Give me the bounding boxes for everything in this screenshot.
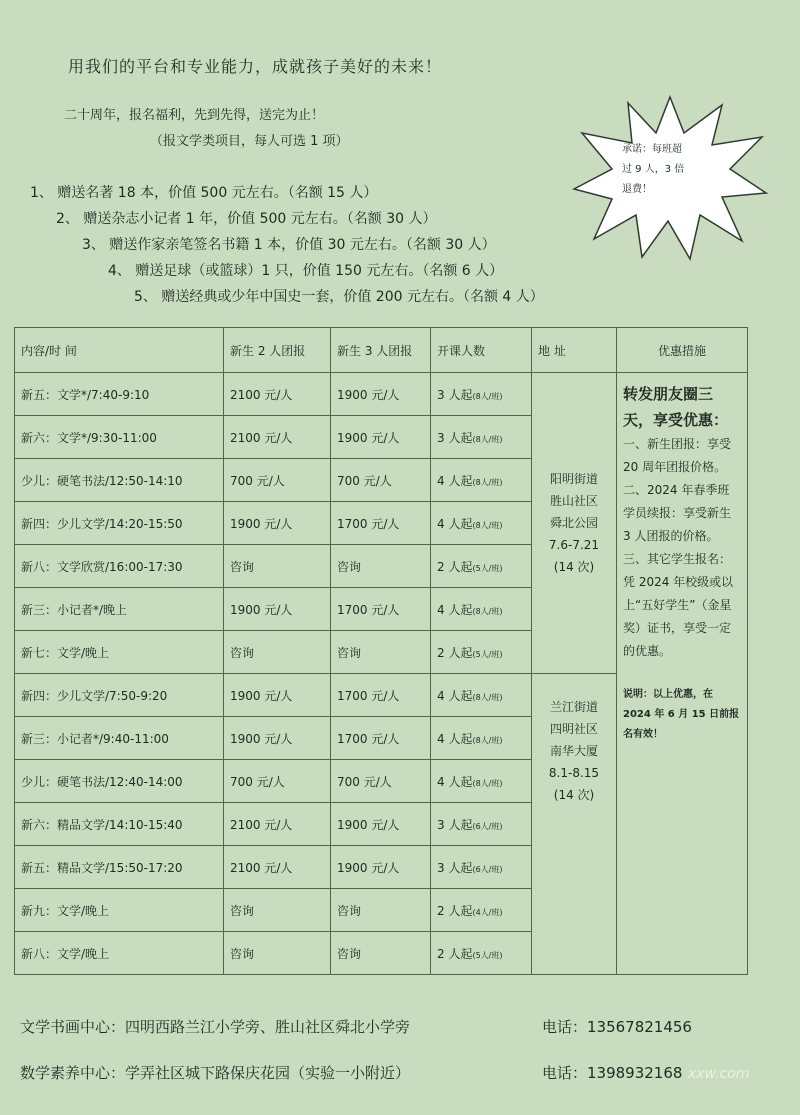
min-students: 3 人起: [437, 817, 473, 832]
literature-center-phone: 电话：13567821456: [542, 1018, 692, 1036]
header-discount: 优惠措施: [617, 328, 748, 373]
max-students: (5人/班): [472, 649, 503, 659]
address-sessions: (14 次): [553, 560, 595, 574]
literature-center-address: 文学书画中心：四明西路兰江小学旁、胜山社区舜北小学旁: [20, 1018, 411, 1036]
refund-promise-line-2: 过 9 人，3 倍: [622, 164, 685, 175]
price-3-cell: 1900 元/人: [331, 373, 431, 416]
header-price-3: 新生 3 人团报: [331, 328, 431, 373]
course-cell: 新八：文学欣赏/16:00-17:30: [15, 545, 224, 588]
min-students: 4 人起: [437, 473, 473, 488]
address-line: 舜北公园: [549, 516, 598, 530]
footer-math-center: [20, 1062, 683, 1083]
course-cell: 新五：精品文学/15:50-17:20: [15, 846, 224, 889]
price-2-cell: 咨询: [224, 889, 331, 932]
price-3-cell: 1700 元/人: [331, 717, 431, 760]
min-students: 2 人起: [437, 903, 473, 918]
address-line: 兰江街道: [549, 700, 598, 714]
min-students: 3 人起: [437, 860, 473, 875]
price-2-cell: 2100 元/人: [224, 846, 331, 889]
header-class-size: 开课人数: [431, 328, 532, 373]
max-students: (5人/班): [472, 950, 503, 960]
table-header-row: [15, 328, 748, 373]
class-size-cell: [431, 588, 532, 631]
price-3-cell: 1700 元/人: [331, 674, 431, 717]
table-row: [15, 373, 748, 416]
max-students: (4人/班): [472, 907, 503, 917]
refund-promise: [622, 140, 726, 200]
price-2-cell: 1900 元/人: [224, 588, 331, 631]
min-students: 4 人起: [437, 731, 473, 746]
price-2-cell: 1900 元/人: [224, 717, 331, 760]
gift-item-4: 4、 赠送足球（或篮球）1 只，价值 150 元左右。（名额 6 人）: [108, 263, 504, 279]
price-2-cell: 2100 元/人: [224, 416, 331, 459]
max-students: (8人/班): [472, 692, 503, 702]
max-students: (8人/班): [472, 735, 503, 745]
class-size-cell: [431, 889, 532, 932]
address-line: 胜山社区: [549, 494, 598, 508]
price-3-cell: 700 元/人: [331, 760, 431, 803]
address-cell-1: [532, 373, 617, 674]
course-cell: 新六：文学*/9:30-11:00: [15, 416, 224, 459]
max-students: (8人/班): [472, 606, 503, 616]
price-3-cell: 1900 元/人: [331, 416, 431, 459]
address-cell-2: [532, 674, 617, 975]
course-cell: 新六：精品文学/14:10-15:40: [15, 803, 224, 846]
gift-item-1: 1、 赠送名著 18 本，价值 500 元左右。（名额 15 人）: [30, 185, 378, 201]
price-3-cell: 700 元/人: [331, 459, 431, 502]
max-students: (6人/班): [472, 821, 503, 831]
gift-item-2: 2、 赠送杂志小记者 1 年，价值 500 元左右。（名额 30 人）: [56, 211, 437, 227]
price-2-cell: 700 元/人: [224, 760, 331, 803]
max-students: (8人/班): [472, 391, 503, 401]
class-size-cell: [431, 459, 532, 502]
schedule-table: [14, 327, 748, 975]
address-line: 南华大厦: [549, 744, 598, 758]
price-2-cell: 咨询: [224, 932, 331, 975]
max-students: (5人/班): [472, 563, 503, 573]
max-students: (8人/班): [472, 434, 503, 444]
max-students: (8人/班): [472, 520, 503, 530]
price-3-cell: 咨询: [331, 889, 431, 932]
price-3-cell: 1700 元/人: [331, 588, 431, 631]
min-students: 4 人起: [437, 774, 473, 789]
class-size-cell: [431, 932, 532, 975]
min-students: 4 人起: [437, 688, 473, 703]
price-2-cell: 2100 元/人: [224, 803, 331, 846]
slogan: 用我们的平台和专业能力，成就孩子美好的未来！: [68, 57, 443, 76]
discount-note: 说明：以上优惠，在 2024 年 6 月 15 日前报名有效！: [623, 689, 740, 740]
price-3-cell: 1700 元/人: [331, 502, 431, 545]
course-cell: 新四：少儿文学/7:50-9:20: [15, 674, 224, 717]
course-cell: 新五：文学*/7:40-9:10: [15, 373, 224, 416]
price-3-cell: 咨询: [331, 932, 431, 975]
header-content-time: 内容/时 间: [15, 328, 224, 373]
course-cell: 新四：少儿文学/14:20-15:50: [15, 502, 224, 545]
min-students: 3 人起: [437, 430, 473, 445]
header-price-2: 新生 2 人团报: [224, 328, 331, 373]
gift-item-3: 3、 赠送作家亲笔签名书籍 1 本，价值 30 元左右。（名额 30 人）: [82, 237, 496, 253]
max-students: (8人/班): [472, 778, 503, 788]
course-cell: 新七：文学/晚上: [15, 631, 224, 674]
price-3-cell: 咨询: [331, 545, 431, 588]
class-size-cell: [431, 502, 532, 545]
max-students: (6人/班): [472, 864, 503, 874]
address-dates: 8.1-8.15: [548, 766, 600, 780]
course-cell: 新三：小记者*/晚上: [15, 588, 224, 631]
refund-promise-line-3: 退费！: [622, 184, 652, 195]
discount-item-3: 三、其它学生报名：凭 2024 年校级或以上“五好学生”（金星奖）证书，享受一定的优惠。: [623, 552, 734, 658]
class-size-cell: [431, 846, 532, 889]
header-address: 地 址: [532, 328, 617, 373]
class-size-cell: [431, 803, 532, 846]
course-cell: 少儿：硬笔书法/12:50-14:10: [15, 459, 224, 502]
discount-cell: [617, 373, 748, 975]
course-cell: 新八：文学/晚上: [15, 932, 224, 975]
address-line: 四明社区: [549, 722, 598, 736]
class-size-cell: [431, 717, 532, 760]
price-3-cell: 咨询: [331, 631, 431, 674]
price-2-cell: 1900 元/人: [224, 502, 331, 545]
min-students: 4 人起: [437, 516, 473, 531]
price-3-cell: 1900 元/人: [331, 846, 431, 889]
class-size-cell: [431, 674, 532, 717]
class-size-cell: [431, 416, 532, 459]
class-size-cell: [431, 545, 532, 588]
min-students: 2 人起: [437, 559, 473, 574]
min-students: 3 人起: [437, 387, 473, 402]
price-2-cell: 2100 元/人: [224, 373, 331, 416]
min-students: 2 人起: [437, 946, 473, 961]
min-students: 4 人起: [437, 602, 473, 617]
price-3-cell: 1900 元/人: [331, 803, 431, 846]
footer-literature-center: [20, 1016, 692, 1037]
price-2-cell: 咨询: [224, 545, 331, 588]
discount-item-1: 一、新生团报：享受 20 周年团报价格。: [623, 437, 732, 474]
max-students: (8人/班): [472, 477, 503, 487]
gift-item-5: 5、 赠送经典或少年中国史一套，价值 200 元左右。（名额 4 人）: [134, 289, 544, 305]
math-center-phone: 电话：1398932168: [542, 1064, 683, 1082]
math-center-address: 数学素养中心：学弄社区城下路保庆花园（实验一小附近）: [20, 1064, 411, 1082]
price-2-cell: 咨询: [224, 631, 331, 674]
course-cell: 新九：文学/晚上: [15, 889, 224, 932]
price-2-cell: 1900 元/人: [224, 674, 331, 717]
watermark: xxw.com: [688, 1066, 750, 1082]
promo-headline: 二十周年，报名福利，先到先得，送完为止！: [64, 108, 325, 123]
discount-heading: 转发朋友圈三天，享受优惠：: [623, 385, 729, 429]
price-2-cell: 700 元/人: [224, 459, 331, 502]
min-students: 2 人起: [437, 645, 473, 660]
refund-promise-line-1: 承诺：每班超: [622, 144, 682, 155]
address-line: 阳明街道: [549, 472, 598, 486]
class-size-cell: [431, 631, 532, 674]
course-cell: 新三：小记者*/9:40-11:00: [15, 717, 224, 760]
course-cell: 少儿：硬笔书法/12:40-14:00: [15, 760, 224, 803]
class-size-cell: [431, 373, 532, 416]
address-sessions: (14 次): [553, 788, 595, 802]
promo-subline: （报文学类项目，每人可选 1 项）: [150, 134, 349, 149]
class-size-cell: [431, 760, 532, 803]
address-dates: 7.6-7.21: [548, 538, 600, 552]
discount-item-2: 二、2024 年春季班学员续报：享受新生 3 人团报的价格。: [623, 483, 732, 543]
